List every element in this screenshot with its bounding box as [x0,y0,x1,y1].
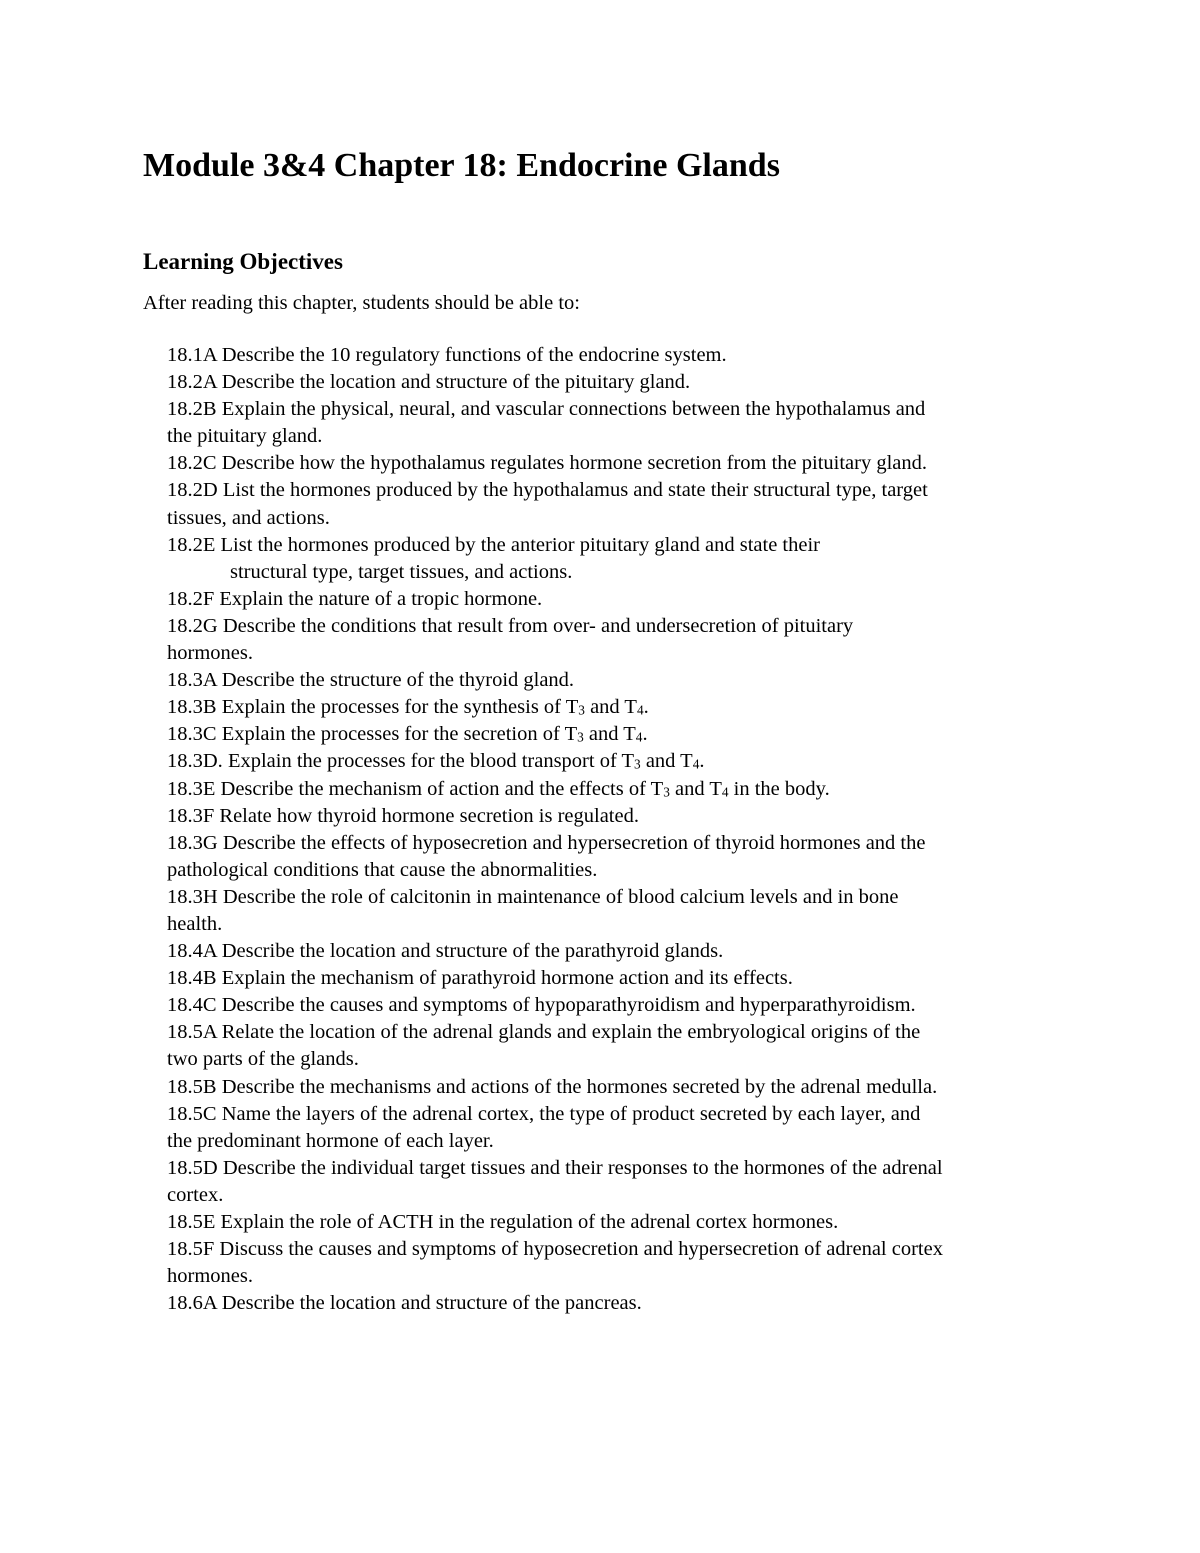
objective-code: 18.4B [167,967,217,990]
subscript: 4 [635,729,643,745]
objective-line [167,1046,1072,1073]
objective-line [167,1182,1072,1209]
objective-line [167,694,1072,721]
objective-item [167,396,1072,450]
objective-line [167,830,1072,857]
objective-line [167,1128,1072,1155]
objective-item [167,992,1072,1019]
objective-line [167,1263,1072,1290]
objective-line [167,884,1072,911]
objective-item [167,938,1072,965]
objective-text: Explain the role of ACTH in the regulation of the adrenal cortex hormones. [220,1211,839,1233]
objective-text: Explain the processes for the synthesis of T [221,696,579,719]
objective-code: 18.2B [167,398,217,421]
objective-line [167,640,1072,667]
objective-line [167,1019,1072,1046]
objective-line [167,505,1072,532]
objective-line [167,911,1072,938]
objective-text: Describe the individual target tissues and their responses to the hormones of the adrenal [222,1156,943,1179]
objective-item [167,1074,1072,1101]
objective-text: Relate the location of the adrenal glands and explain the embryological origins of the [221,1021,921,1044]
objective-line [167,938,1072,965]
objective-line [167,776,1072,803]
objective-text: Describe how the hypothalamus regulates hormone secretion from the pituitary gland. [221,452,928,475]
objective-item [167,748,1072,775]
objective-item [167,369,1072,396]
objective-text: hormones. [167,642,253,665]
objective-text: two parts of the glands. [167,1048,359,1071]
objective-text: the pituitary gland. [167,425,323,448]
objective-line [167,613,1072,640]
objective-code: 18.3G [167,831,218,854]
intro-text: After reading this chapter, students should be able to: [143,292,580,314]
objective-text: Explain the physical, neural, and vascular connections between the hypothalamus and [221,398,926,421]
objective-code: 18.2A [167,371,217,394]
objective-code: 18.5F [167,1238,215,1261]
objective-item [167,532,1072,586]
objective-line [167,803,1072,830]
objective-text: Describe the location and structure of the parathyroid glands. [221,940,724,963]
objective-text: Explain the nature of a tropic hormone. [219,587,543,610]
objective-text: cortex. [167,1183,224,1206]
objective-code: 18.2D [167,479,218,502]
objective-item [167,965,1072,992]
objective-text: Describe the conditions that result from over- and undersecretion of pituitary [222,614,854,637]
objective-text: . [643,696,649,719]
objective-code: 18.3F [167,804,215,827]
objective-item [167,586,1072,613]
subscript: 4 [636,702,644,718]
subscript: 3 [577,729,584,745]
objective-item [167,613,1072,667]
objective-code: 18.1A [167,344,217,366]
objective-item [167,1209,1072,1236]
objective-item [167,1290,1072,1317]
objective-line [167,992,1072,1019]
objective-text: Describe the effects of hyposecretion and hypersecretion of thyroid hormones and the [222,831,926,854]
objective-line [167,532,1072,559]
objective-text: structural type, target tissues, and actions. [230,560,573,583]
objective-text: Describe the structure of the thyroid gland. [221,669,575,692]
objective-item [167,1236,1072,1290]
objective-code: 18.2F [167,587,215,610]
objective-text: Name the layers of the adrenal cortex, the type of product secreted by each layer, and [221,1102,921,1125]
objective-code: 18.5C [167,1102,217,1125]
objective-text: and T [640,750,693,773]
objective-line [167,1209,1072,1236]
objective-line [167,748,1072,775]
objective-item [167,1019,1072,1073]
objective-line [167,477,1072,504]
objective-text: pathological conditions that cause the abnormalities. [167,858,598,881]
objective-code: 18.5B [167,1075,217,1098]
objective-line [167,1236,1072,1263]
objective-code: 18.2C [167,452,217,475]
subscript: 4 [721,783,729,799]
objective-line [167,965,1072,992]
objective-item [167,694,1072,721]
objective-text: hormones. [167,1265,253,1288]
objective-code: 18.3A [167,669,217,692]
objective-item [167,803,1072,830]
objective-code: 18.3B [167,696,217,719]
subscript: 4 [692,756,700,772]
subscript: 3 [634,756,641,772]
objective-code: 18.4A [167,940,217,963]
objective-text: and T [584,696,637,719]
objective-text: Explain the mechanism of parathyroid hormone action and its effects. [221,967,793,990]
objective-item [167,884,1072,938]
objective-code: 18.2G [167,614,218,637]
objectives-list [167,342,1072,1317]
objective-code: 18.6A [167,1292,217,1315]
subscript: 3 [663,783,670,799]
objective-text: Describe the role of calcitonin in maintenance of blood calcium levels and in bone [222,885,899,908]
objective-text: Describe the location and structure of the pancreas. [221,1292,642,1315]
objective-item [167,342,1072,369]
objective-line [167,1155,1072,1182]
objective-line [167,342,1072,369]
objective-item [167,830,1072,884]
objective-code: 18.3C [167,723,217,746]
objective-line [167,396,1072,423]
objective-text: . [699,750,705,773]
objective-line [167,450,1072,477]
objective-text: Relate how thyroid hormone secretion is regulated. [219,804,639,827]
objective-item [167,1155,1072,1209]
objective-text: tissues, and actions. [167,506,330,529]
objective-code: 18.5D [167,1156,218,1179]
objective-text: and T [669,777,722,800]
objective-line [167,559,1072,586]
objective-text: Explain the processes for the blood transport of T [227,750,635,773]
objective-text: in the body. [728,777,830,800]
subscript: 3 [578,702,585,718]
objective-text: the predominant hormone of each layer. [167,1129,494,1152]
objective-text: health. [167,912,223,935]
objective-text: Describe the mechanisms and actions of the hormones secreted by the adrenal medulla. [221,1075,938,1098]
objective-code: 18.4C [167,994,217,1017]
objective-code: 18.2E [167,533,216,556]
objective-line [167,1101,1072,1128]
objective-line [167,1290,1072,1317]
objective-text: . [642,723,648,746]
objective-code: 18.3D. [167,750,223,773]
objective-text: Describe the causes and symptoms of hypoparathyroidism and hyperparathyroidism. [221,994,916,1017]
objective-text: Describe the 10 regulatory functions of the endocrine system. [221,344,727,366]
objective-text: Explain the processes for the secretion of T [221,723,578,746]
objective-line [167,369,1072,396]
objective-item [167,667,1072,694]
objective-line [167,857,1072,884]
objective-line [167,586,1072,613]
objective-text: List the hormones produced by the anterior pituitary gland and state their [220,533,820,556]
objective-code: 18.5E [167,1211,216,1233]
objective-text: Discuss the causes and symptoms of hyposecretion and hypersecretion of adrenal cortex [219,1238,943,1261]
objective-item [167,776,1072,803]
objective-text: List the hormones produced by the hypothalamus and state their structural type, target [222,479,928,502]
objective-item [167,1101,1072,1155]
section-heading: Learning Objectives [143,249,343,274]
objective-line [167,1074,1072,1101]
objective-text: Describe the mechanism of action and the effects of T [220,777,664,800]
objective-text: and T [583,723,636,746]
objective-line [167,721,1072,748]
objective-code: 18.3E [167,777,216,800]
objective-item [167,721,1072,748]
objective-line [167,423,1072,450]
objective-text: Describe the location and structure of the pituitary gland. [221,371,691,394]
objective-line [167,667,1072,694]
objective-code: 18.5A [167,1021,217,1044]
objective-code: 18.3H [167,885,218,908]
objective-item [167,477,1072,531]
objective-item [167,450,1072,477]
page-title: Module 3&4 Chapter 18: Endocrine Glands [143,147,780,184]
